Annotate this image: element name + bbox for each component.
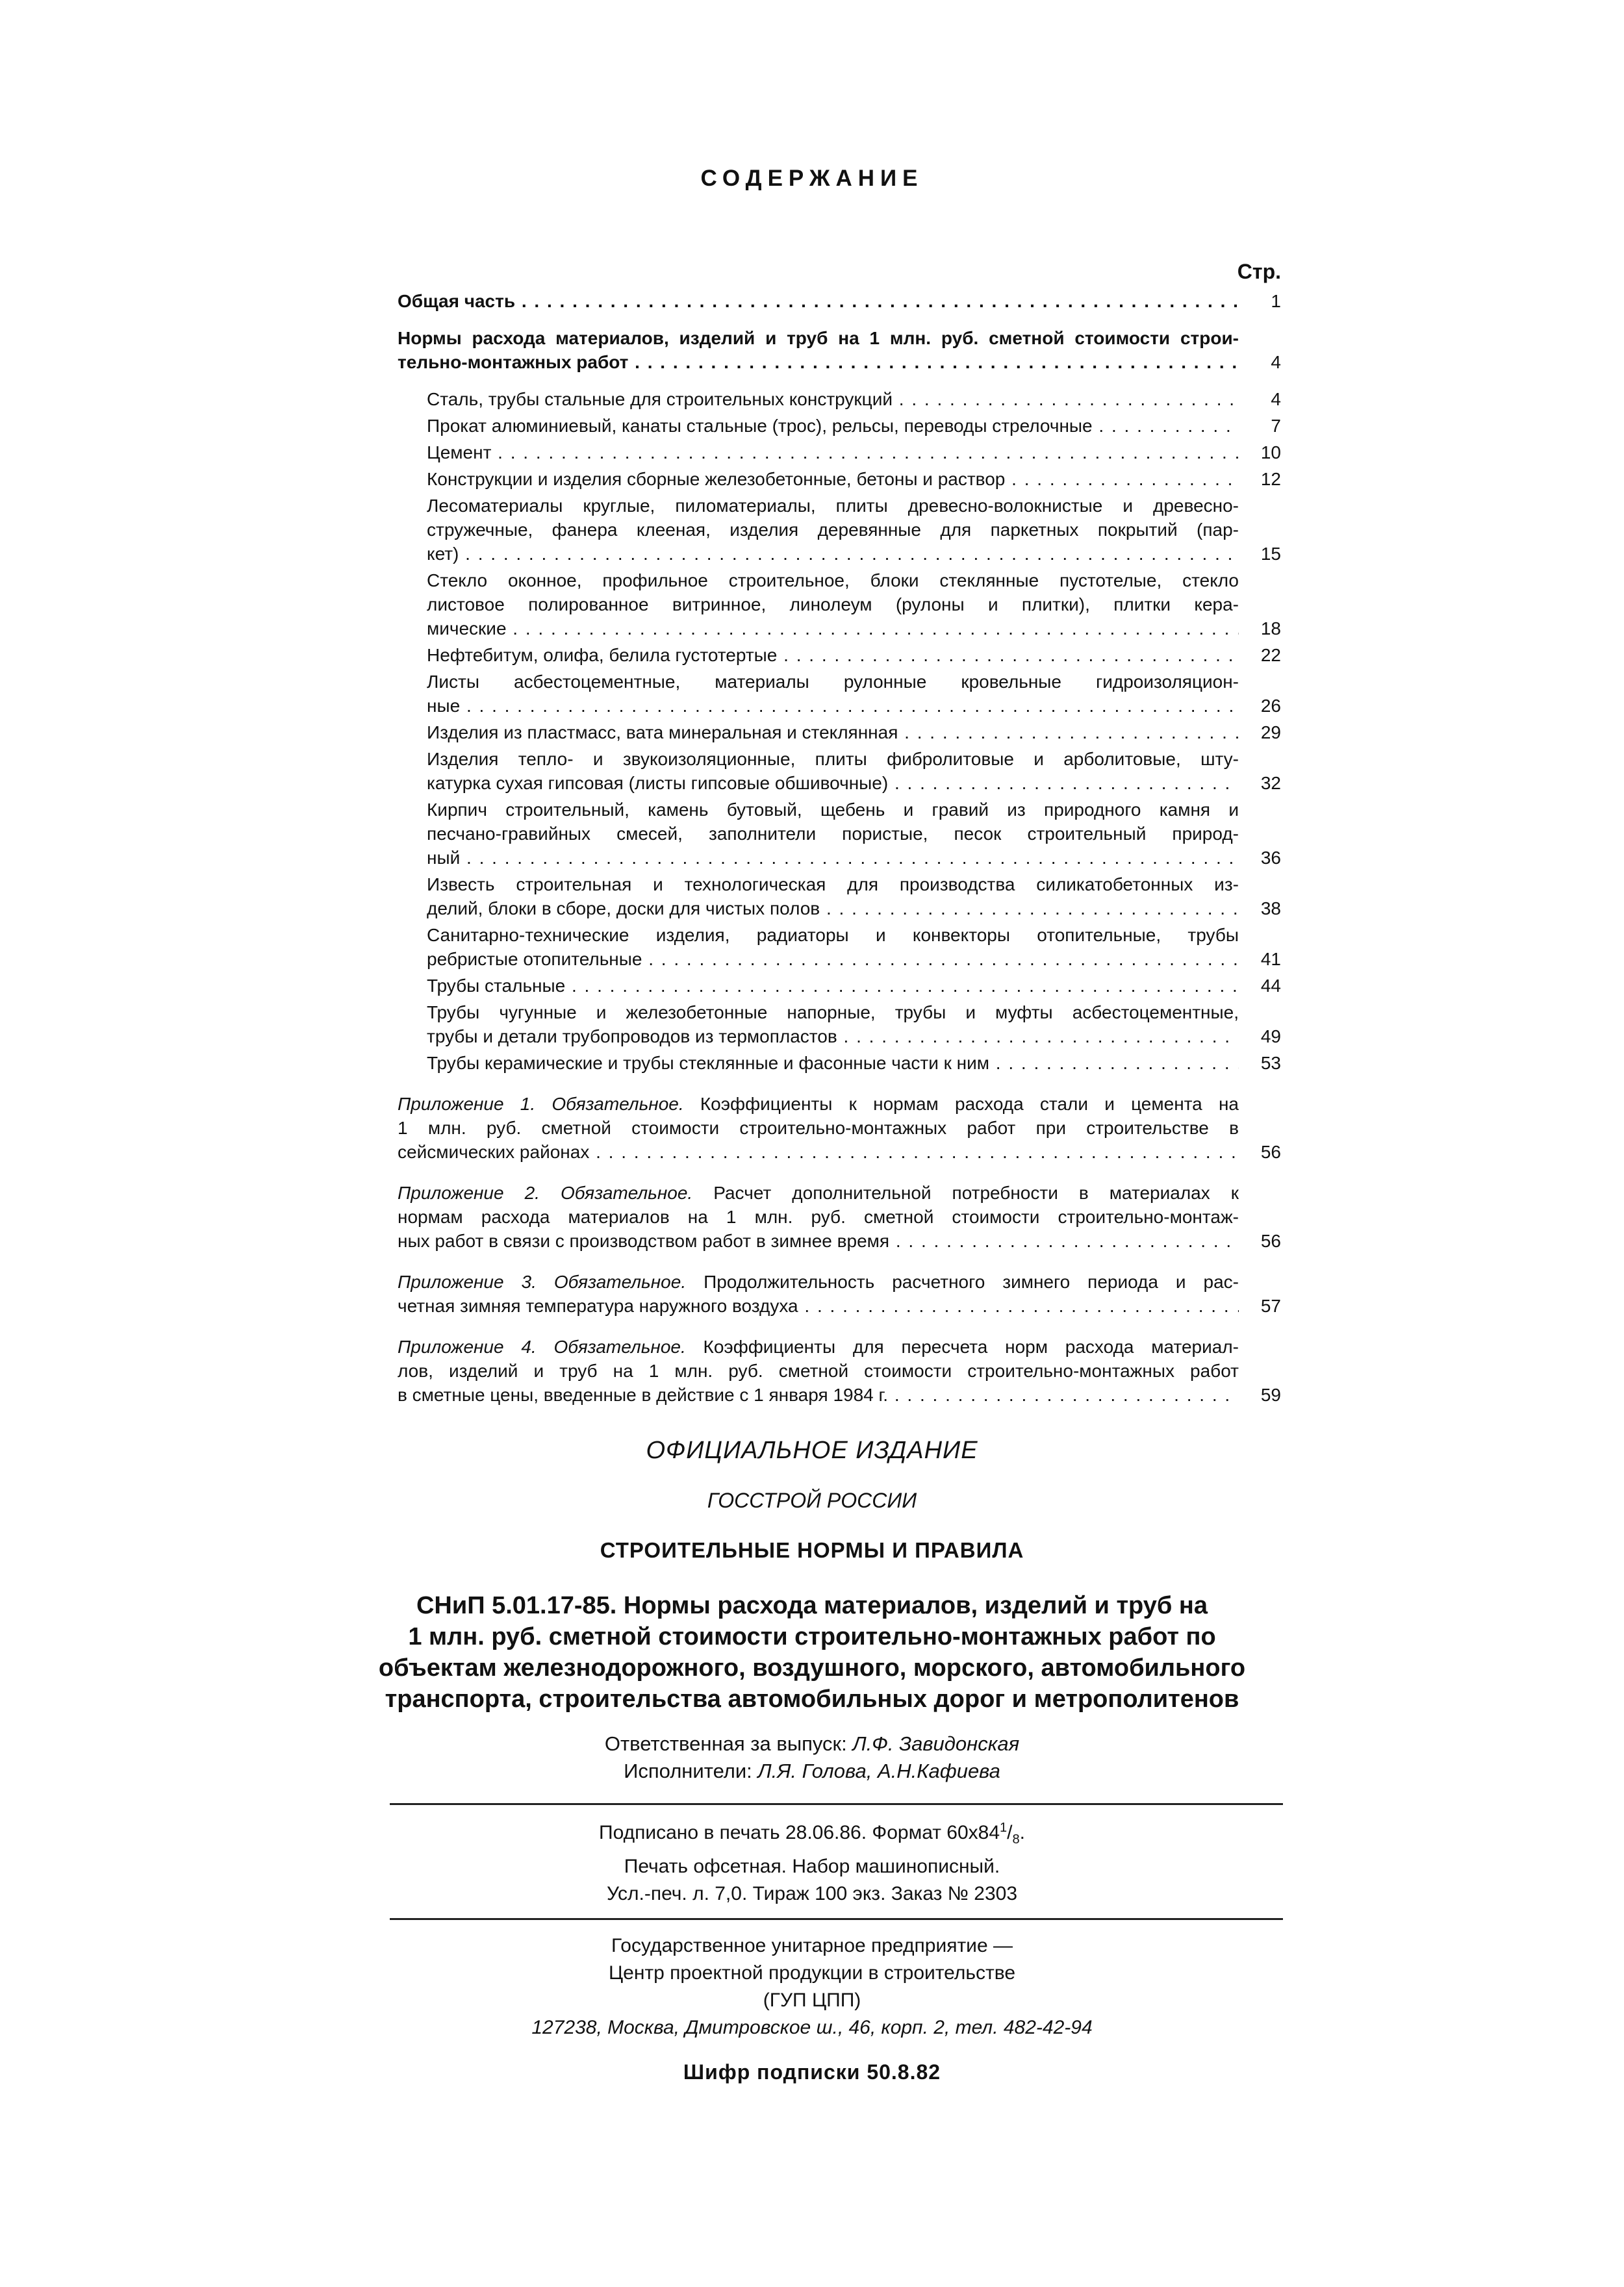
- document-title-line: СНиП 5.01.17-85. Нормы расхода материалов, изделий и труб на: [416, 1592, 1208, 1619]
- toc-entry-line-text: Стекло оконное, профильное строительное, блоки стеклянные пустотелые, стекло: [427, 570, 1239, 590]
- toc-entry-line: [427, 616, 1239, 640]
- toc-entry-line: [398, 1205, 1239, 1229]
- toc-entry-line: [427, 798, 1239, 822]
- toc-entry-text: [427, 747, 1239, 795]
- toc-entry: [398, 289, 1281, 313]
- executors-line: [0, 1758, 1624, 1785]
- toc-entry: [427, 1051, 1281, 1075]
- toc-entry-line-text: Нормы расхода материалов, изделий и труб на 1 млн. руб. сметной стоимости строи-: [398, 328, 1239, 348]
- toc-entry-text: [427, 720, 1239, 744]
- subscription-cipher: Шифр подписки 50.8.82: [683, 2060, 941, 2084]
- toc-entry: [427, 720, 1281, 744]
- executors-label: Исполнители:: [624, 1760, 758, 1782]
- toc-entry-page: 53: [1260, 1053, 1281, 1073]
- publisher-line: Центр проектной продукции в строительстве: [608, 1962, 1016, 1984]
- responsible-name: Л.Ф. Завидонская: [852, 1732, 1020, 1755]
- toc-entry-line: [427, 1051, 1239, 1075]
- toc-entry-text: [427, 923, 1239, 971]
- toc-entry-page: 59: [1260, 1385, 1281, 1405]
- toc-entry-page: 10: [1260, 442, 1281, 462]
- toc-entry-line-text: Трубы чугунные и железобетонные напорные, трубы и муфты асбестоцементные,: [427, 1002, 1239, 1022]
- toc-entry-page: 1: [1271, 291, 1281, 311]
- toc-entry: [427, 974, 1281, 998]
- toc-entry-text: [427, 568, 1239, 640]
- toc-entry-page: 22: [1260, 645, 1281, 665]
- toc-entry-line-text: Трубы керамические и трубы стеклянные и фасонные части к ним: [427, 1053, 990, 1073]
- document-title-line: транспорта, строительства автомобильных дорог и метрополитенов: [385, 1686, 1239, 1713]
- toc-entry-line: [427, 643, 1239, 667]
- toc-entry-line-text: Изделия тепло- и звукоизоляционные, плиты фибролитовые и арболитовые, шту-: [427, 749, 1239, 769]
- series-title: СТРОИТЕЛЬНЫЕ НОРМЫ И ПРАВИЛА: [600, 1538, 1024, 1562]
- toc-entry-line-text: Кирпич строительный, камень бутовый, щебень и гравий из природного камня и: [427, 800, 1239, 820]
- toc-entry: [427, 467, 1281, 491]
- format-numerator: 1: [1000, 1821, 1008, 1835]
- toc-entry-page: 41: [1260, 949, 1281, 969]
- toc-entry: [427, 872, 1281, 920]
- toc-entry-page: 4: [1271, 389, 1281, 409]
- toc-entry-line: [427, 387, 1239, 411]
- appendix-prefix: Приложение 1. Обязательное.: [398, 1094, 684, 1114]
- toc-entry-line-text: катурка сухая гипсовая (листы гипсовые обшивочные): [427, 773, 889, 793]
- appendix-prefix: Приложение 3. Обязательное.: [398, 1272, 687, 1292]
- toc-entry-line-text: делий, блоки в сборе, доски для чистых полов: [427, 898, 820, 918]
- toc-entry-line: [427, 747, 1239, 771]
- toc-entry-page: 56: [1260, 1231, 1281, 1251]
- toc-entry: [427, 923, 1281, 971]
- toc-entry-page: 4: [1271, 352, 1281, 372]
- toc-entry-line-text: Конструкции и изделия сборные железобетонные, бетоны и раствор: [427, 469, 1006, 489]
- toc-entry-line-text: Лесоматериалы круглые, пиломатериалы, плиты древесно-волокнистые и древесно-: [427, 496, 1239, 516]
- toc-entry: [427, 1000, 1281, 1048]
- toc-entry-line: [398, 1092, 1239, 1116]
- toc-entry-page: 7: [1271, 416, 1281, 436]
- toc-entry-line: [427, 1000, 1239, 1024]
- toc-entry-text: [398, 1270, 1239, 1318]
- toc-entry-text: [398, 1092, 1239, 1164]
- toc-entry-line: [427, 720, 1239, 744]
- toc-entry-line: [427, 974, 1239, 998]
- toc-entry-page: 29: [1260, 722, 1281, 742]
- toc-entry: [427, 414, 1281, 438]
- toc-entry-line: [398, 1181, 1239, 1205]
- format-denominator: 8: [1012, 1832, 1020, 1847]
- toc-entry-line: [427, 440, 1239, 464]
- toc-entry-line-text: Расчет дополнительной потребности в материалах к: [692, 1183, 1239, 1203]
- toc-entry-line: [427, 518, 1239, 542]
- toc-entry: [427, 568, 1281, 640]
- toc-entry-line: [398, 1383, 1239, 1407]
- toc-entry: [398, 1335, 1281, 1407]
- toc-entry-line: [398, 1294, 1239, 1318]
- toc-entry-line: [398, 350, 1239, 374]
- toc-entry-line-text: трубы и детали трубопроводов из термопластов: [427, 1026, 837, 1046]
- toc-entry-line-text: Сталь, трубы стальные для строительных конструкций: [427, 389, 893, 409]
- toc-entry-text: [427, 440, 1239, 464]
- toc-entry-line: [398, 1140, 1239, 1164]
- toc-entry-line-text: Коэффициенты к нормам расхода стали и цемента на: [683, 1094, 1239, 1114]
- toc-entry-line: [427, 947, 1239, 971]
- toc-entry-page: 56: [1260, 1142, 1281, 1162]
- page-column-header: Стр.: [1237, 260, 1281, 283]
- toc-entry-line-text: ребристые отопительные: [427, 949, 642, 969]
- toc-entry-text: [427, 494, 1239, 566]
- toc-entry-line-text: Трубы стальные: [427, 976, 566, 996]
- toc-entry: [427, 798, 1281, 870]
- toc-entry-text: [427, 643, 1239, 667]
- toc-entry-text: [427, 670, 1239, 718]
- toc-entry-line-text: мические: [427, 618, 507, 638]
- table-of-contents: [398, 289, 1281, 1409]
- toc-entry-text: [427, 467, 1239, 491]
- toc-entry-line: [427, 414, 1239, 438]
- toc-entry-line: [427, 494, 1239, 518]
- toc-entry-line-text: Нефтебитум, олифа, белила густотертые: [427, 645, 778, 665]
- signed-line: Подписано в печать 28.06.86. Формат $60x84^1/_8$.: [599, 1821, 1025, 1847]
- toc-entry-text: [427, 387, 1239, 411]
- printing-line: Печать офсетная. Набор машинописный.: [624, 1856, 1000, 1877]
- divider: [390, 1918, 1283, 1920]
- publisher-block: [0, 1932, 1624, 2041]
- toc-entry: [427, 494, 1281, 566]
- publisher-line: (ГУП ЦПП): [763, 1990, 861, 2011]
- executors-names: Л.Я. Голова, А.Н.Кафиева: [757, 1760, 1000, 1782]
- toc-entry-line-text: Прокат алюминиевый, канаты стальные (трос), рельсы, переводы стрелочные: [427, 416, 1093, 436]
- volume-line: Усл.-печ. л. 7,0. Тираж 100 экз. Заказ № 2303: [606, 1883, 1018, 1904]
- toc-entry-text: [427, 872, 1239, 920]
- toc-entry-line: [427, 568, 1239, 592]
- toc-entry-line-text: четная зимняя температура наружного воздуха: [398, 1296, 798, 1316]
- toc-entry-line-text: Листы асбестоцементные, материалы рулонные кровельные гидроизоляцион-: [427, 672, 1239, 692]
- toc-entry-page: 15: [1260, 544, 1281, 564]
- document-title-line: объектам железнодорожного, воздушного, морского, автомобильного: [378, 1654, 1246, 1682]
- toc-entry-page: 12: [1260, 469, 1281, 489]
- toc-entry-line: [398, 1335, 1239, 1359]
- appendix-prefix: Приложение 2. Обязательное.: [398, 1183, 693, 1203]
- toc-entry-line: [398, 1116, 1239, 1140]
- toc-entry-line-text: сейсмических районах: [398, 1142, 590, 1162]
- toc-entry-line-text: нормам расхода материалов на 1 млн. руб. сметной стоимости строительно-монтаж-: [398, 1207, 1239, 1227]
- toc-entry-line: [427, 771, 1239, 795]
- toc-entry-line-text: листовое полированное витринное, линолеум (рулоны и плитки), плитки кера-: [427, 594, 1239, 614]
- toc-entry: [398, 1181, 1281, 1253]
- toc-entry-line: [427, 923, 1239, 947]
- toc-entry-line-text: 1 млн. руб. сметной стоимости строительно-монтажных работ при строительстве в: [398, 1118, 1239, 1138]
- toc-entry: [427, 387, 1281, 411]
- toc-entry-line: [427, 670, 1239, 694]
- toc-entry-text: [398, 1335, 1239, 1407]
- toc-entry-line-text: ных работ в связи с производством работ в зимнее время: [398, 1231, 890, 1251]
- toc-entry-line: [398, 289, 1239, 313]
- toc-entry-page: 26: [1260, 696, 1281, 716]
- toc-entry-line: [427, 694, 1239, 718]
- toc-entry-line: [427, 592, 1239, 616]
- document-title-line: 1 млн. руб. сметной стоимости строительно-монтажных работ по: [408, 1623, 1216, 1650]
- toc-entry-line: [398, 1270, 1239, 1294]
- document-title: [0, 1590, 1624, 1715]
- toc-entry-page: 49: [1260, 1026, 1281, 1046]
- gosstroy-label: ГОССТРОЙ РОССИИ: [707, 1489, 917, 1512]
- toc-entry: [427, 440, 1281, 464]
- toc-entry-line-text: ный: [427, 848, 461, 868]
- toc-entry-text: [398, 1181, 1239, 1253]
- toc-entry-page: 18: [1260, 618, 1281, 638]
- toc-entry-line: [398, 1359, 1239, 1383]
- toc-entry: [427, 747, 1281, 795]
- toc-entry-line: [427, 1024, 1239, 1048]
- toc-entry: [398, 326, 1281, 374]
- toc-entry-line-text: Продолжительность расчетного зимнего периода и рас-: [686, 1272, 1239, 1292]
- toc-entry-line-text: Известь строительная и технологическая для производства силикатобетонных из-: [427, 874, 1239, 894]
- toc-entry-line-text: тельно-монтажных работ: [398, 352, 629, 372]
- toc-entry-line-text: стружечные, фанера клееная, изделия деревянные для паркетных покрытий (пар-: [427, 520, 1239, 540]
- toc-entry: [398, 1092, 1281, 1164]
- toc-entry-line-text: кет): [427, 544, 459, 564]
- toc-entry-line-text: Общая часть: [398, 291, 516, 311]
- responsible-line: [0, 1730, 1624, 1758]
- toc-entry-page: 44: [1260, 976, 1281, 996]
- toc-entry-line-text: лов, изделий и труб на 1 млн. руб. сметной стоимости строительно-монтажных работ: [398, 1361, 1239, 1381]
- divider: [390, 1803, 1283, 1805]
- toc-entry-text: [398, 289, 1239, 313]
- publisher-address: 127238, Москва, Дмитровское ш., 46, корп. 2, тел. 482-42-94: [531, 2017, 1093, 2038]
- toc-entry-line: [398, 326, 1239, 350]
- toc-entry-line: [427, 467, 1239, 491]
- toc-entry-line: [398, 1229, 1239, 1253]
- contents-title: СОДЕРЖАНИЕ: [700, 166, 924, 191]
- toc-entry-line-text: Цемент: [427, 442, 492, 462]
- publisher-line: Государственное унитарное предприятие —: [611, 1935, 1013, 1956]
- appendix-prefix: Приложение 4. Обязательное.: [398, 1337, 686, 1357]
- toc-entry-line-text: Изделия из пластмасс, вата минеральная и стеклянная: [427, 722, 898, 742]
- toc-entry-text: [427, 1051, 1239, 1075]
- toc-entry-line-text: Санитарно-технические изделия, радиаторы и конвекторы отопительные, трубы: [427, 925, 1239, 945]
- toc-entry-line: [427, 846, 1239, 870]
- responsible-label: Ответственная за выпуск:: [604, 1732, 853, 1755]
- toc-entry-text: [427, 974, 1239, 998]
- toc-entry-line: [427, 542, 1239, 566]
- toc-entry-page: 57: [1260, 1296, 1281, 1316]
- toc-entry-line: [427, 822, 1239, 846]
- toc-entry-line: [427, 872, 1239, 896]
- official-edition-label: ОФИЦИАЛЬНОЕ ИЗДАНИЕ: [646, 1437, 978, 1464]
- toc-entry-text: [427, 414, 1239, 438]
- toc-entry-text: [427, 798, 1239, 870]
- toc-entry-line-text: песчано-гравийных смесей, заполнители пористые, песок строительный природ-: [427, 824, 1239, 844]
- toc-entry-page: 36: [1260, 848, 1281, 868]
- toc-entry-line-text: Коэффициенты для пересчета норм расхода материал-: [685, 1337, 1239, 1357]
- toc-entry-line-text: ные: [427, 696, 461, 716]
- toc-entry: [427, 670, 1281, 718]
- print-info: [0, 1814, 1624, 1908]
- toc-entry-text: [427, 1000, 1239, 1048]
- toc-entry-page: 32: [1260, 773, 1281, 793]
- credits: [0, 1730, 1624, 1785]
- toc-entry-line: [427, 896, 1239, 920]
- toc-entry: [398, 1270, 1281, 1318]
- toc-entry-line-text: в сметные цены, введенные в действие с 1 января 1984 г.: [398, 1385, 889, 1405]
- signed-text: Подписано в печать 28.06.86. Формат 60x84: [599, 1822, 1000, 1843]
- toc-entry-page: 38: [1260, 898, 1281, 918]
- toc-entry: [427, 643, 1281, 667]
- toc-entry-text: [398, 326, 1239, 374]
